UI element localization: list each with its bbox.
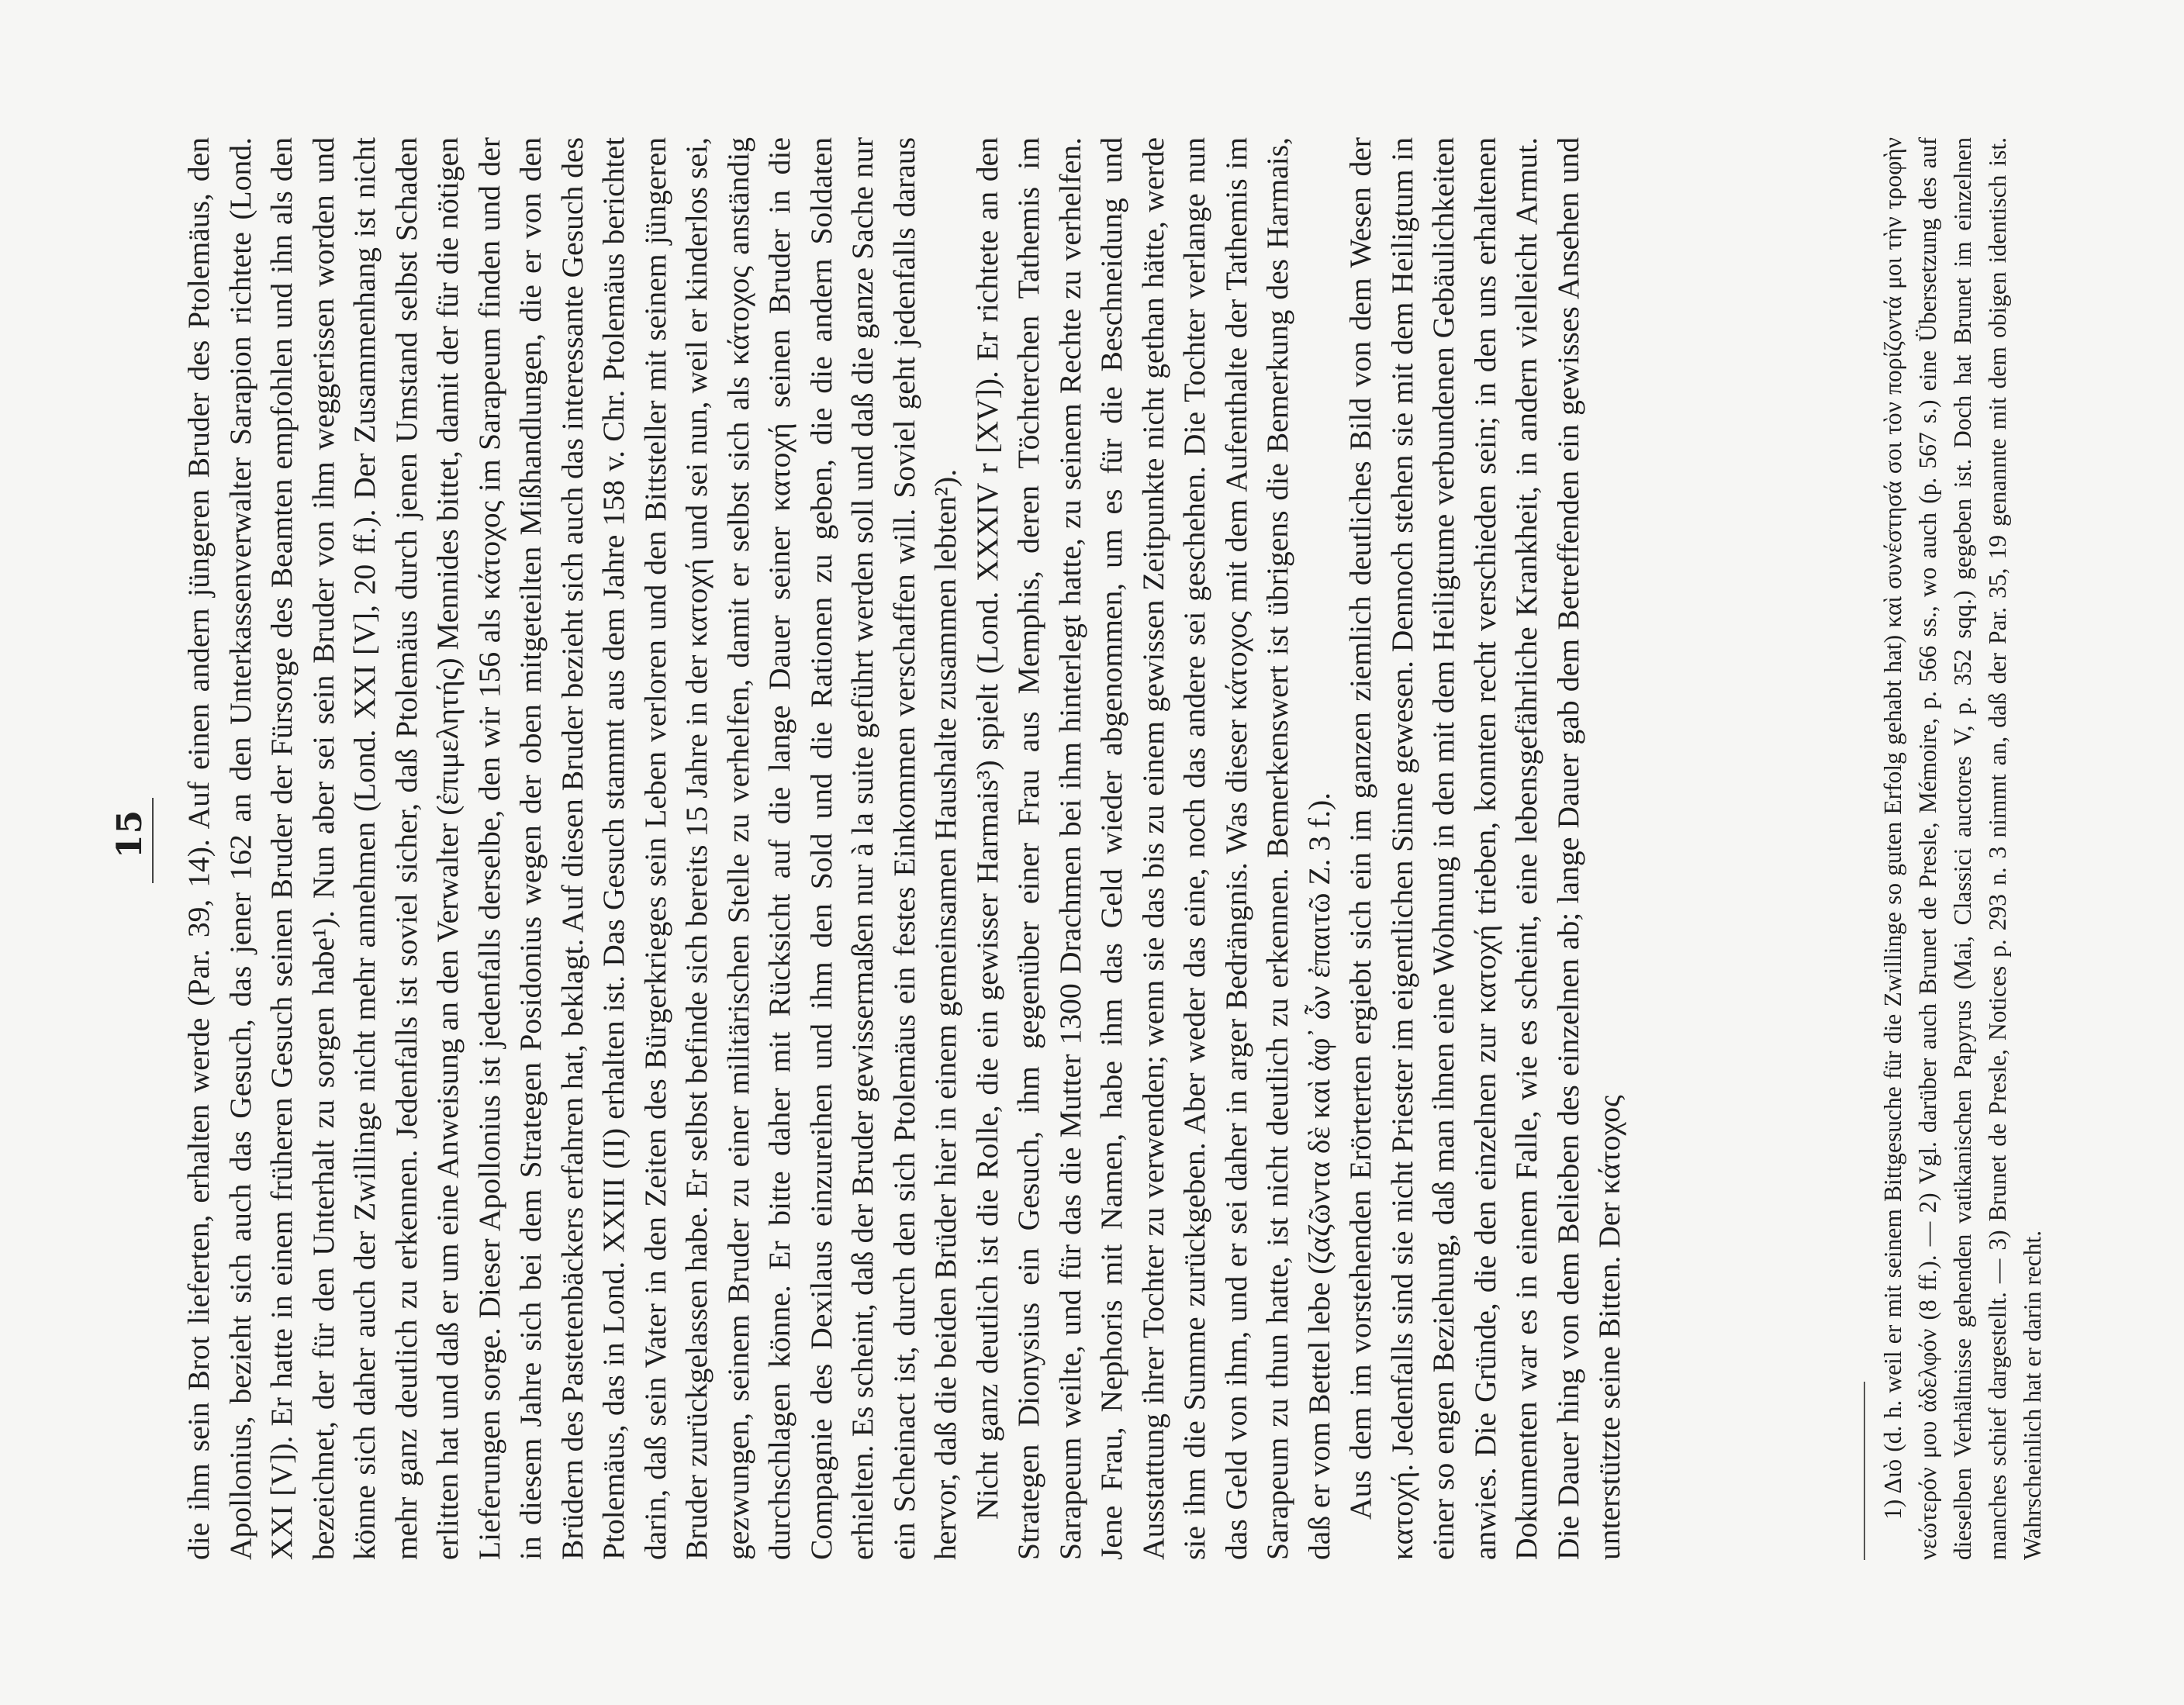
- paragraph-3: Aus dem im vorstehenden Erörterten ergiebt sich ein im ganzen ziemlich deutliches Bild von dem Wesen der κατοχή. Jedenfalls sind sie nicht Priester im eigentlichen Sinne gewesen. Dennoch stehen sie mit dem Heiligtum in einer so engen Beziehung, daß man ihnen eine Wohnung in den mit dem Heiligtume verbundenen Gebäulichkeiten anwies. Die Gründe, die den einzelnen zur κατοχή trieben, konnten recht verschieden sein; in den uns erhaltenen Dokumenten war es in einem Falle, wie es scheint, eine lebensgefährliche Krankheit, in andern vielleicht Armut. Die Dauer hing von dem Belieben des einzelnen ab; lange Dauer gab dem Betreffenden ein gewisses Ansehen und unterstützte seine Bitten. Der κάτοχος: [1343, 137, 1626, 1560]
- page-number: 15: [110, 809, 150, 858]
- main-text: [178, 137, 1843, 1560]
- paragraph-2: Nicht ganz deutlich ist die Rolle, die ein gewisser Harmais³) spielt (Lond. XXXIV r [XV]). Er richtete an den Strategen Dionysius ein Gesuch, ihm gegenüber einer Frau aus Memphis, deren Töchterchen Tathemis im Sarapeum weilte, und für das die Mutter 1300 Drachmen bei ihm hinterlegt hatte, zu seinem Rechte zu verhelfen. Jene Frau, Nephoris mit Namen, habe ihm das Geld wieder abgenommen, um es für die Beschneidung und Ausstattung ihrer Tochter zu verwenden; wenn sie das bis zu einem gewissen Zeitpunkte nicht gethan hätte, werde sie ihm die Summe zurückgeben. Aber weder das eine, noch das andere sei geschehen. Die Tochter verlange nun das Geld von ihm, und er sei daher in arger Bedrängnis. Was dieser κάτοχος mit dem Aufenthalte der Tathemis im Sarapeum zu thun hatte, ist nicht deutlich zu erkennen. Bemerkenswert ist übrigens die Bemerkung des Harmais, daß er vom Bettel lebe (ζαζῶντα δὲ καὶ ἀφ᾿ ὧν ἐπαιτῶ Z. 3 f.).: [969, 137, 1336, 1560]
- page-number-rule: [152, 798, 154, 883]
- footnote-separator: [1864, 1382, 1865, 1560]
- footnote-text: 1) Διὸ (d. h. weil er mit seinem Bittgesuche für die Zwillinge so guten Erfolg gehabt hat) καὶ συνέστησά σοι τὸν πορίζοντά μοι τὴν τροφὴν νεώτερόν μου ἀδελφόν (8 ff.). — 2) Vgl. darüber auch Brunet de Presle, Mémoire, p. 566 ss., wo auch (p. 567 s.) eine Übersetzung des auf dieselben Verhältnisse gehenden vatikanischen Papyrus (Mai, Classici auctores V, p. 352 sqq.) gegeben ist. Doch hat Brunet im einzelnen manches schief dargestellt. — 3) Brunet de Presle, Notices p. 293 n. 3 nimmt an, daß der Par. 35, 19 genannte mit dem obigen identisch ist. Wahrscheinlich hat er darin recht.: [1879, 137, 2046, 1560]
- footnotes: [1875, 137, 2085, 1560]
- paragraph-1: die ihm sein Brot lieferten, erhalten werde (Par. 39, 14). Auf einen andern jüngeren Bruder des Ptolemäus, den Apollonius, bezieht sich auch das Gesuch, das jener 162 an den Unterkassenverwalter Sarapion richtete (Lond. XXI [V]). Er hatte in einem früheren Gesuch seinen Bruder der Fürsorge des Beamten empfohlen und ihn als den bezeichnet, der für den Unterhalt zu sorgen habe¹). Nun aber sei sein Bruder von ihm weggerissen worden und könne sich daher auch der Zwillinge nicht mehr annehmen (Lond. XXI [V], 20 ff.). Der Zusammenhang ist nicht mehr ganz deutlich zu erkennen. Jedenfalls ist soviel sicher, daß Ptolemäus durch jenen Umstand selbst Schaden erlitten hat und daß er um eine Anweisung an den Verwalter (ἐπιμελητής) Mennides bittet, damit der für die nötigen Lieferungen sorge. Dieser Apollonius ist jedenfalls derselbe, den wir 156 als κάτοχος im Sarapeum finden und der in diesem Jahre sich bei dem Strategen Posidonius wegen der oben mitgeteilten Mißhandlungen, die er von den Brüdern des Pastetenbäckers erfahren hat, beklagt. Auf diesen Bruder bezieht sich auch das interessante Gesuch des Ptolemäus, das in Lond. XXIII (II) erhalten ist. Das Gesuch stammt aus dem Jahre 158 v. Chr. Ptolemäus berichtet darin, daß sein Vater in den Zeiten des Bürgerkrieges sein Leben verloren und den Bittsteller mit seinem jüngeren Bruder zurückgelassen habe. Er selbst befinde sich bereits 15 Jahre in der κατοχή und sei nun, weil er kinderlos sei, gezwungen, seinem Bruder zu einer militärischen Stelle zu verhelfen, damit er selbst sich als κάτοχος anständig durchschlagen könne. Er bitte daher mit Rücksicht auf die lange Dauer seiner κατοχή seinen Bruder in die Compagnie des Dexilaus einzureihen und ihm den Sold und die Rationen zu geben, die die andern Soldaten erhielten. Es scheint, daß der Bruder gewissermaßen nur à la suite geführt werden soll und daß die ganze Sache nur ein Scheinact ist, durch den sich Ptolemäus ein festes Einkommen verschaffen will. Soviel geht jedenfalls daraus hervor, daß die beiden Brüder hier in einem gemeinsamen Haushalte zusammen lebten²).: [181, 137, 962, 1560]
